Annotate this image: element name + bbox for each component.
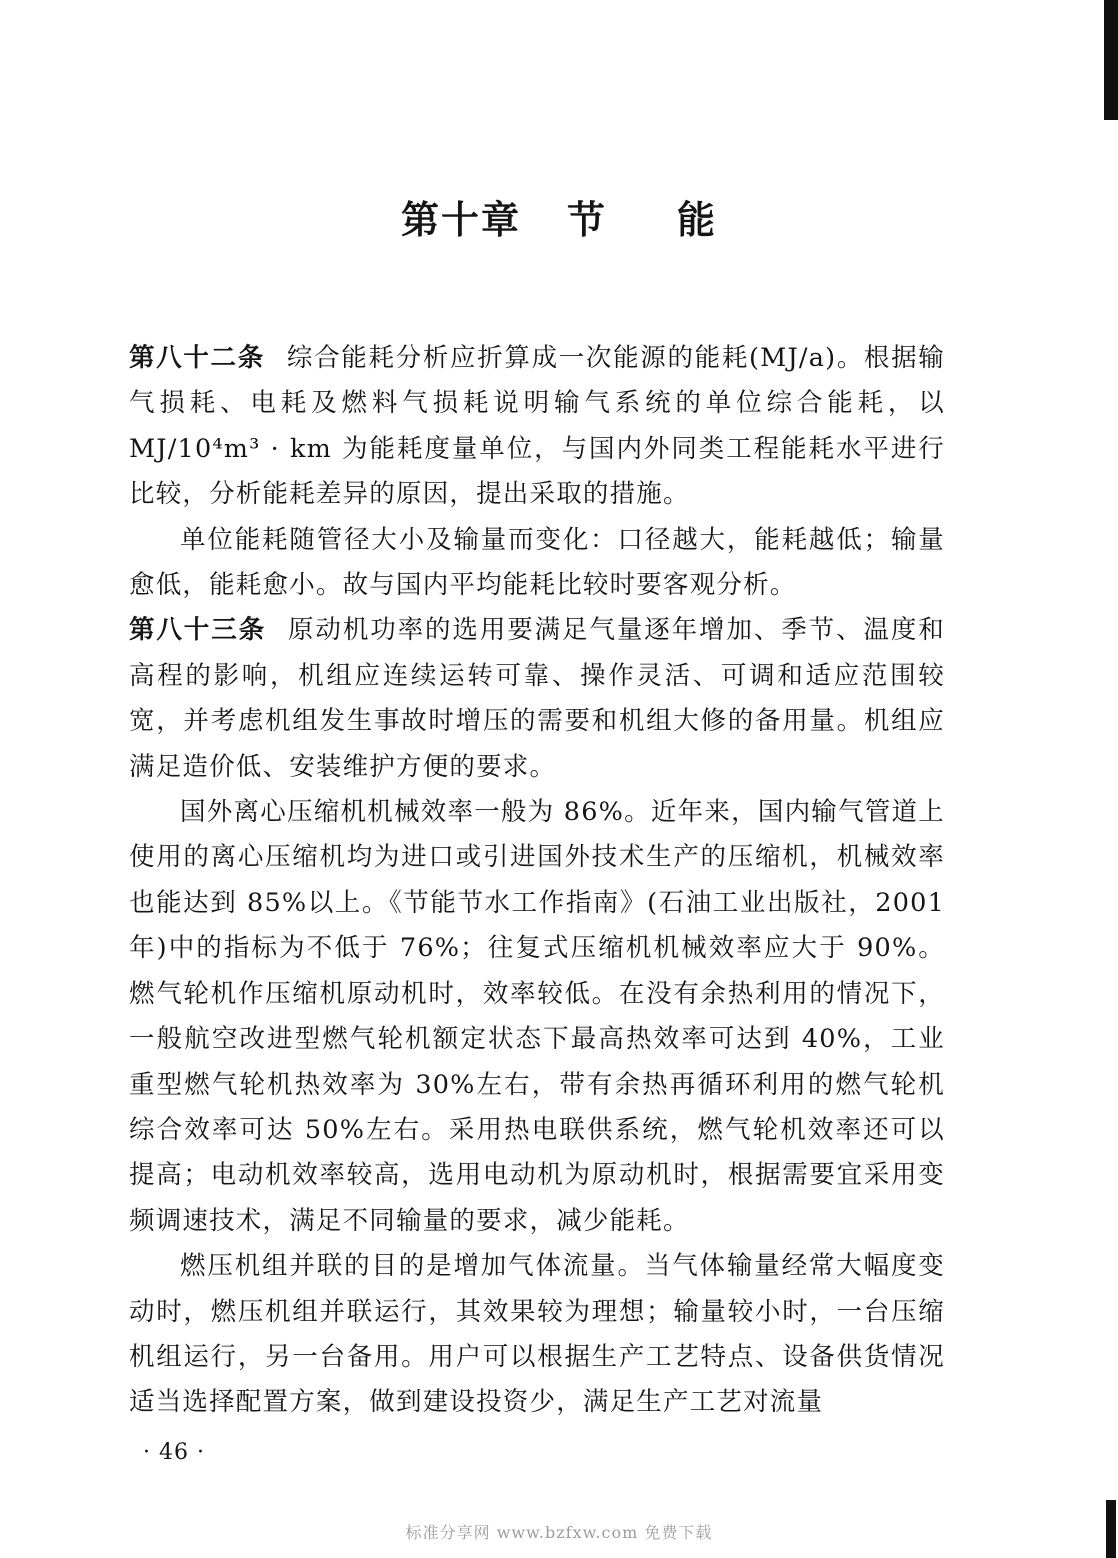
chapter-title <box>0 198 1118 244</box>
article-82-label: 第八十二条 <box>129 343 265 373</box>
body-text <box>129 336 945 1426</box>
article-83-paragraph-2: 国外离心压缩机机械效率一般为 86%。近年来，国内输气管道上使用的离心压缩机均为进口或引进国外技术生产的压缩机，机械效率也能达到 85%以上。《节能节水工作指南》(石油工业出版社，2001 年)中的指标为不低于 76%；往复式压缩机机械效率应大于 90%。燃气轮机作压缩机原动机时，效率较低。在没有余热利用的情况下，一般航空改进型燃气轮机额定状态下最高热效率可达到 40%，工业重型燃气轮机热效率为 30%左右，带有余热再循环利用的燃气轮机综合效率可达 50%左右。采用热电联供系统，燃气轮机效率还可以提高；电动机效率较高，选用电动机为原动机时，根据需要宜采用变频调速技术，满足不同输量的要求，减少能耗。 <box>129 797 945 1236</box>
article-82-text-1: 综合能耗分析应折算成一次能源的能耗(MJ/a)。根据输气损耗、电耗及燃料气损耗说明输气系统的单位综合能耗，以 MJ/10⁴m³ · km 为能耗度量单位，与国内外同类工程能耗水平进行比较，分析能耗差异的原因，提出采取的措施。 <box>129 343 945 510</box>
article-82-paragraph-1 <box>129 336 945 518</box>
article-83-label: 第八十三条 <box>129 615 267 646</box>
chapter-number: 第十章 <box>400 198 521 242</box>
article-83-paragraph-3: 燃压机组并联的目的是增加气体流量。当气体输量经常大幅度变动时，燃压机组并联运行，其效果较为理想；输量较小时，一台压缩机组运行，另一台备用。用户可以根据生产工艺特点、设备供货情况适当选择配置方案，做到建设投资少，满足生产工艺对流量 <box>129 1251 945 1418</box>
watermark: 标准分享网 www.bzfxw.com 免费下载 <box>405 1523 713 1542</box>
article-83-paragraph-1 <box>129 608 945 790</box>
chapter-title-char-2: 能 <box>677 198 718 242</box>
chapter-title-char-1: 节 <box>566 198 607 242</box>
article-83-text-1: 原动机功率的选用要满足气量逐年增加、季节、温度和高程的影响，机组应连续运转可靠、操作灵活、可调和适应范围较宽，并考虑机组发生事故时增压的需要和机组大修的备用量。机组应满足造价低、安装维护方便的要求。 <box>129 615 945 782</box>
scan-edge-right-top <box>1104 0 1118 120</box>
article-82-paragraph-2: 单位能耗随管径大小及输量而变化：口径越大，能耗越低；输量愈低，能耗愈小。故与国内平均能耗比较时要客观分析。 <box>129 524 945 601</box>
page-number: · 46 · <box>143 1440 205 1465</box>
